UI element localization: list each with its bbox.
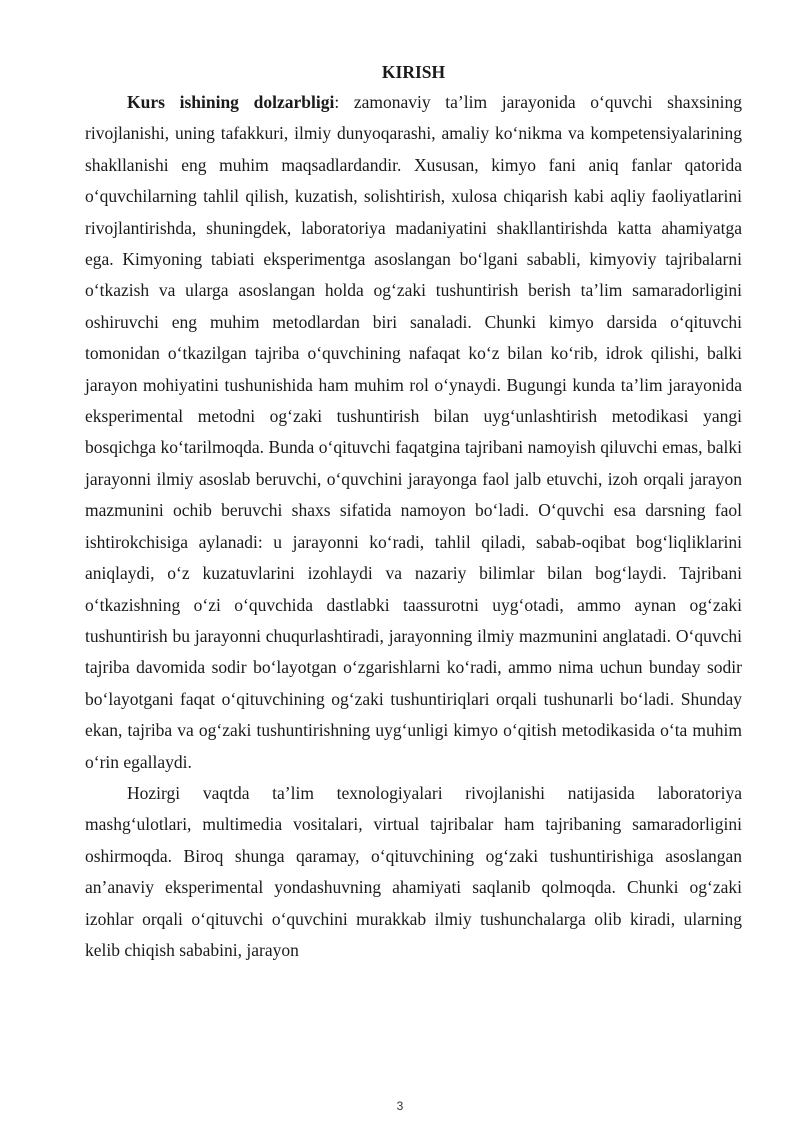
section-heading: KIRISH — [381, 62, 446, 82]
paragraph-relevance — [85, 87, 742, 778]
paragraph-text: Hozirgi vaqtda ta’lim texnologiyalari rivojlanishi natijasida laboratoriya mashg‘ulotlari, multimedia vositalari, virtual tajribalar ham tajribaning samaradorligini oshirmoqda. Biroq shunga qaramay, o‘qituvchining og‘zaki tushuntirishiga asoslangan an’anaviy eksperimental yondashuvning ahamiyati saqlanib qolmoqda. Chunki og‘zaki izohlar orqali o‘qituvchi o‘quvchini murakkab ilmiy tushunchalarga olib kiradi, ularning kelib chiqish sababini, jarayon — [85, 782, 742, 960]
document-page — [85, 58, 742, 966]
paragraph-text: : zamonaviy ta’lim jarayonida o‘quvchi shaxsining rivojlanishi, uning tafakkuri, ilmiy dunyoqarashi, amaliy ko‘nikma va kompetensiyalarining shakllanishi eng muhim maqsadlardandir. Xususan, kimyo fani aniq fanlar qatorida o‘quvchilarning tahlil qilish, kuzatish, solishtirish, xulosa chiqarish kabi aqliy faoliyatlarini rivojlantirishda, shuningdek, laboratoriya madaniyatini shakllantirishda katta ahamiyatga ega. Kimyoning tabiati eksperimentga asoslangan bo‘lgani sababli, kimyoviy tajribalarni o‘tkazish va ularga asoslangan holda og‘zaki tushuntirish berish ta’lim samaradorligini oshiruvchi eng muhim metodlardan biri sanaladi. Chunki kimyo darsida o‘qituvchi tomonidan o‘tkazilgan tajriba o‘quvchining nafaqat ko‘z bilan ko‘rib, idrok qilishi, balki jarayon mohiyatini tushunishida ham muhim rol o‘ynaydi. Bugungi kunda ta’lim jarayonida eksperimental metodni og‘zaki tushuntirish bilan uyg‘unlashtirish metodikasi yangi bosqichga ko‘tarilmoqda. Bunda o‘qituvchi faqatgina tajribani namoyish qiluvchi emas, balki jarayonni ilmiy asoslab beruvchi, o‘quvchini jarayonga faol jalb etuvchi, izoh orqali jarayon mazmunini ochib beruvchi shaxs sifatida namoyon bo‘ladi. O‘quvchi esa darsning faol ishtirokchisiga aylanadi: u jarayonni ko‘radi, tahlil qiladi, sabab-oqibat bog‘liqliklarini aniqlaydi, o‘z kuzatuvlarini izohlaydi va nazariy bilimlar bilan bog‘laydi. Tajribani o‘tkazishning o‘zi o‘quvchida dastlabki taassurotni uyg‘otadi, ammo aynan og‘zaki tushuntirish bu jarayonni chuqurlashtiradi, jarayonning ilmiy mazmunini anglatadi. O‘quvchi tajriba davomida sodir bo‘layotgan o‘zgarishlarni ko‘radi, ammo nima uchun bunday sodir bo‘layotgani faqat o‘qituvchining og‘zaki tushuntiriqlari orqali tushunarli bo‘ladi. Shunday ekan, tajriba va og‘zaki tushuntirishning uyg‘unligi kimyo o‘qitish metodikasida o‘ta muhim o‘rin egallaydi. — [85, 92, 743, 772]
paragraph-technologies — [85, 778, 742, 966]
paragraph-lead: Kurs ishining dolzarbligi — [127, 92, 335, 112]
page-number: 3 — [396, 1099, 404, 1113]
